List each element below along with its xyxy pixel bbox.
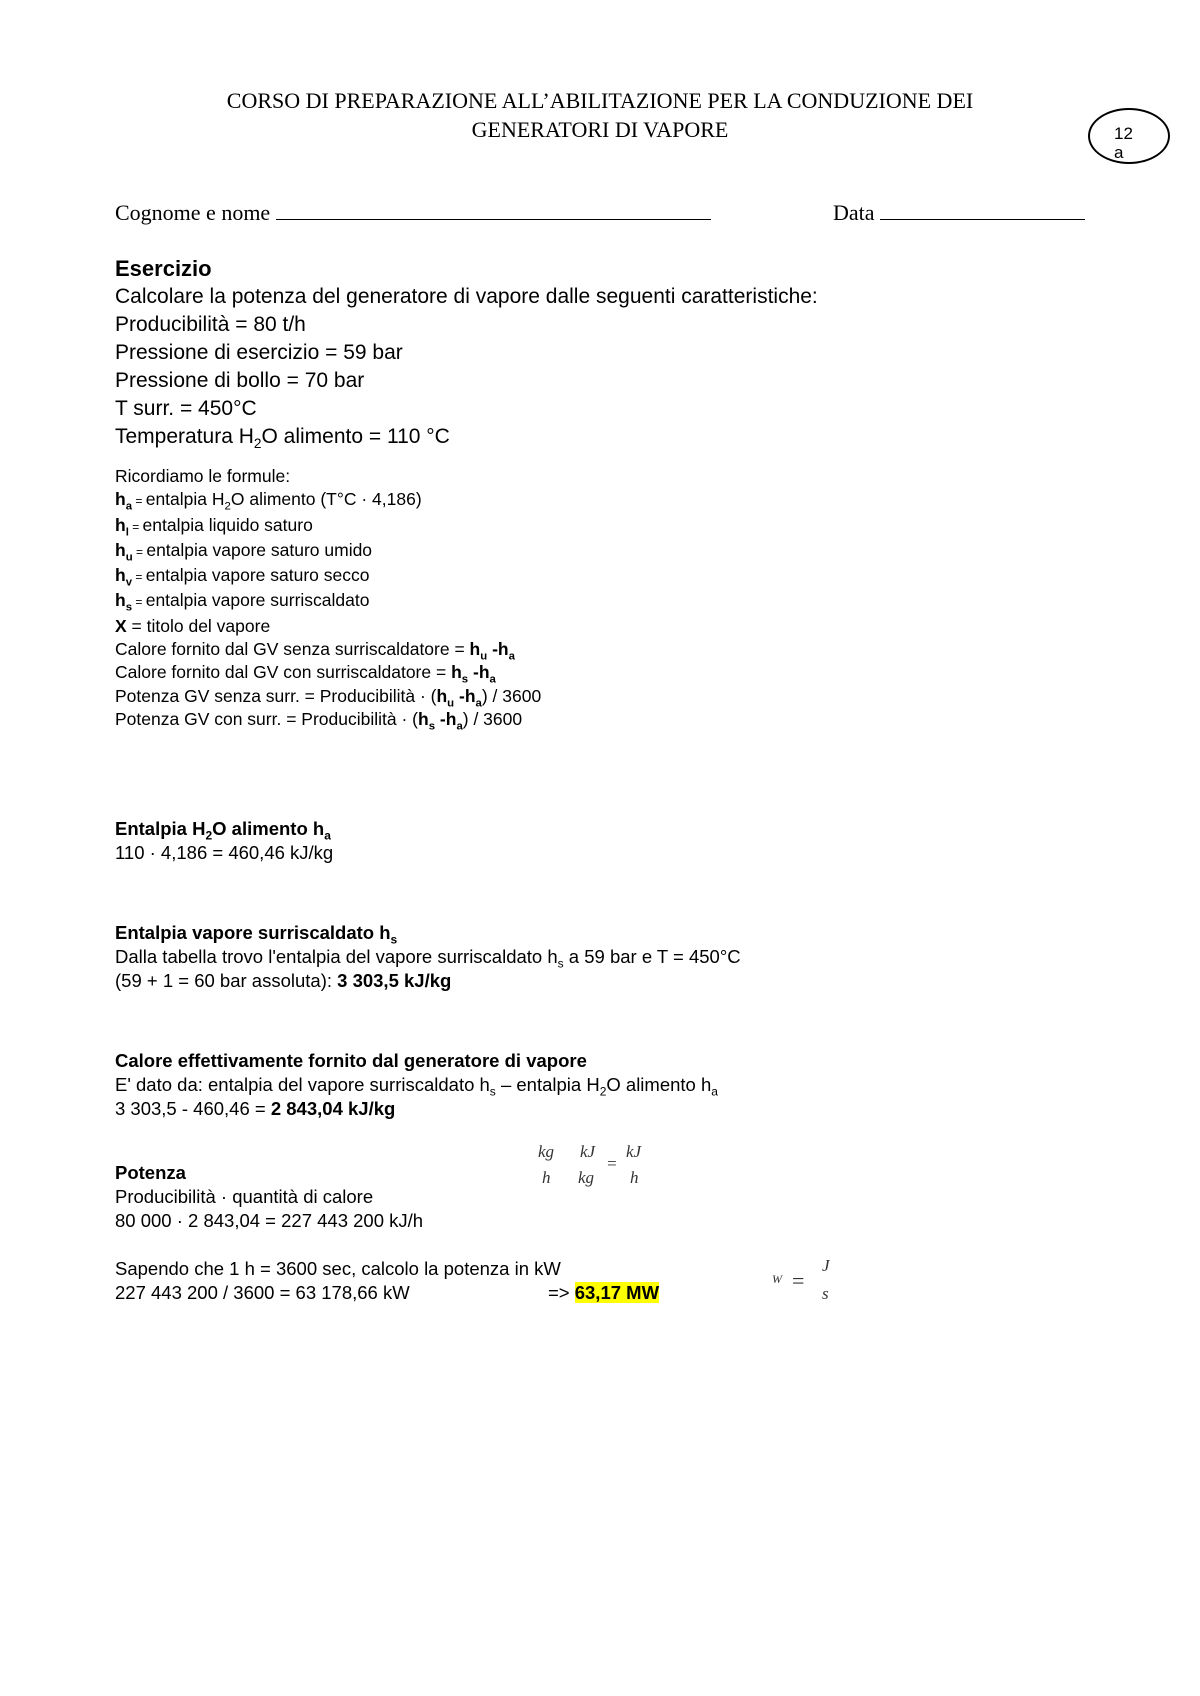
date-label: Data xyxy=(833,200,875,225)
formula-line: $h_l$ = entalpia liquido saturo xyxy=(115,514,313,539)
formula-line: X = titolo del vapore xyxy=(115,615,271,636)
section-title: Potenza xyxy=(115,1162,186,1184)
formula-line: $h_a$ = entalpia $H_2O$ alimento (T°C · 4,186) xyxy=(115,489,422,513)
text-line: E' dato da: entalpia del vapore surriscaldato $h_s$ – entalpia $H_2O$ alimento $h_a$ xyxy=(115,1074,718,1099)
formula-line: $h_v$ = entalpia vapore saturo secco xyxy=(115,565,370,589)
spec-line: Pressione di esercizio = 59 bar xyxy=(115,341,403,364)
student-fields xyxy=(115,200,1095,230)
section-title: Entalpia $H_2O$ alimento $h_a$ xyxy=(115,818,331,843)
formula-line: Calore fornito dal GV con surriscaldatore = $h_s$ $-h_a$ xyxy=(115,662,496,686)
course-title-line-2: GENERATORI DI VAPORE xyxy=(471,117,729,142)
calc-line: 110 · 4,186 = 460,46 kJ/kg xyxy=(115,842,334,864)
formula-line: Potenza GV con surr. = Producibilità · ($h_s$ $-h_a) / 3600$ xyxy=(115,708,523,733)
date-blank-line[interactable] xyxy=(880,203,1085,220)
section-title: Entalpia vapore surriscaldato $h_s$ xyxy=(115,922,398,947)
unit-fraction-kj-per-h: kg kJ kJ h kg h = xyxy=(538,1142,642,1187)
section-title: Calore effettivamente fornito dal generatore di vapore xyxy=(115,1050,587,1072)
page-number: 12 xyxy=(1114,124,1133,143)
formula-line: $h_u$ = entalpia vapore saturo umido xyxy=(115,539,373,564)
text-line: (59 + 1 = 60 bar assoluta): 3 303,5 kJ/kg xyxy=(115,970,452,992)
exercise-statement: Calcolare la potenza del generatore di vapore dalle seguenti caratteristiche: xyxy=(115,285,818,308)
result-arrow: => xyxy=(547,1282,575,1304)
course-header xyxy=(0,86,1200,144)
spec-line: Pressione di bollo = 70 bar xyxy=(115,369,365,392)
section-enthalpy-steam xyxy=(115,921,1115,993)
text-line: Dalla tabella trovo l'entalpia del vapore surriscaldato $h_s$ a 59 bar e T = 450°C xyxy=(115,946,741,971)
section-heat xyxy=(115,1049,1115,1121)
name-blank-line[interactable] xyxy=(276,203,711,220)
exercise-title: Esercizio xyxy=(115,256,212,281)
date-field[interactable] xyxy=(833,200,1085,226)
spec-line: Producibilità = 80 t/h xyxy=(115,313,306,336)
spec-line: T surr. = 450°C xyxy=(115,397,257,420)
text-line: 3 303,5 - 460,46 = 2 843,04 kJ/kg xyxy=(115,1098,396,1120)
formula-line: $h_s$ = entalpia vapore surriscaldato xyxy=(115,590,370,614)
page-number-badge xyxy=(1088,108,1170,164)
spec-line: Temperatura $H_2O$ alimento = 110 °C xyxy=(115,425,450,452)
formula-line: Potenza GV senza surr. = Producibilità · ($h_u$ $-h_a) / 3600$ xyxy=(115,685,542,710)
text-line: 80 000 · 2 843,04 = 227 443 200 kJ/h xyxy=(115,1210,424,1232)
name-label: Cognome e nome xyxy=(115,200,271,225)
name-field[interactable] xyxy=(115,200,711,226)
course-title-line-1: CORSO DI PREPARAZIONE ALL’ABILITAZIONE PER LA CONDUZIONE DEI xyxy=(226,88,974,113)
formula-line: Calore fornito dal GV senza surriscaldatore = $h_u$ $-h_a$ xyxy=(115,639,515,663)
text-line: Sapendo che 1 h = 3600 sec, calcolo la potenza in kW xyxy=(115,1258,561,1280)
result-line: 227 443 200 / 3600 = 63 178,66 kW => 63,17 MW xyxy=(115,1282,660,1304)
text-line: Producibilità · quantità di calore xyxy=(115,1186,374,1208)
result-highlight: 63,17 MW xyxy=(574,1282,660,1304)
unit-fraction-watt: W = J s xyxy=(772,1256,830,1303)
section-enthalpy-water xyxy=(115,817,1115,865)
page-letter: a xyxy=(1114,143,1124,162)
formulas-block xyxy=(115,465,1115,731)
formulas-intro: Ricordiamo le formule: xyxy=(115,466,291,486)
